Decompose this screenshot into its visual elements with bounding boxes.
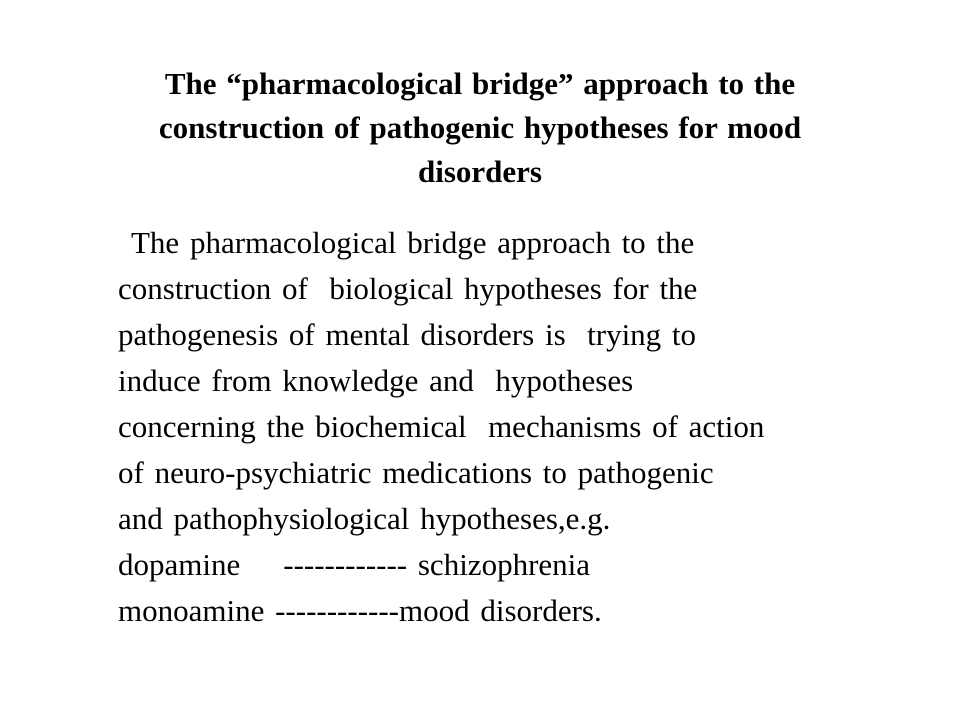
- body-line: construction of biological hypotheses for the: [118, 271, 698, 306]
- title-line: construction of pathogenic hypotheses for mood: [158, 110, 802, 145]
- body-line: concerning the biochemical mechanisms of action: [118, 409, 765, 444]
- body-line: pathogenesis of mental disorders is trying to: [118, 317, 697, 352]
- body-line: and pathophysiological hypotheses,e.g.: [118, 501, 611, 536]
- body-line-monoamine: monoamine ------------mood disorders.: [118, 593, 602, 628]
- body-line-dopamine: dopamine ------------ schizophrenia: [118, 547, 591, 582]
- slide-title: [60, 62, 900, 194]
- body-line: induce from knowledge and hypotheses: [118, 363, 634, 398]
- title-line: The “pharmacological bridge” approach to the: [164, 66, 796, 101]
- title-line: disorders: [418, 154, 542, 189]
- slide-body-text: [0, 220, 960, 634]
- body-line: The pharmacological bridge approach to the: [131, 225, 695, 260]
- body-line: of neuro-psychiatric medications to pathogenic: [118, 455, 714, 490]
